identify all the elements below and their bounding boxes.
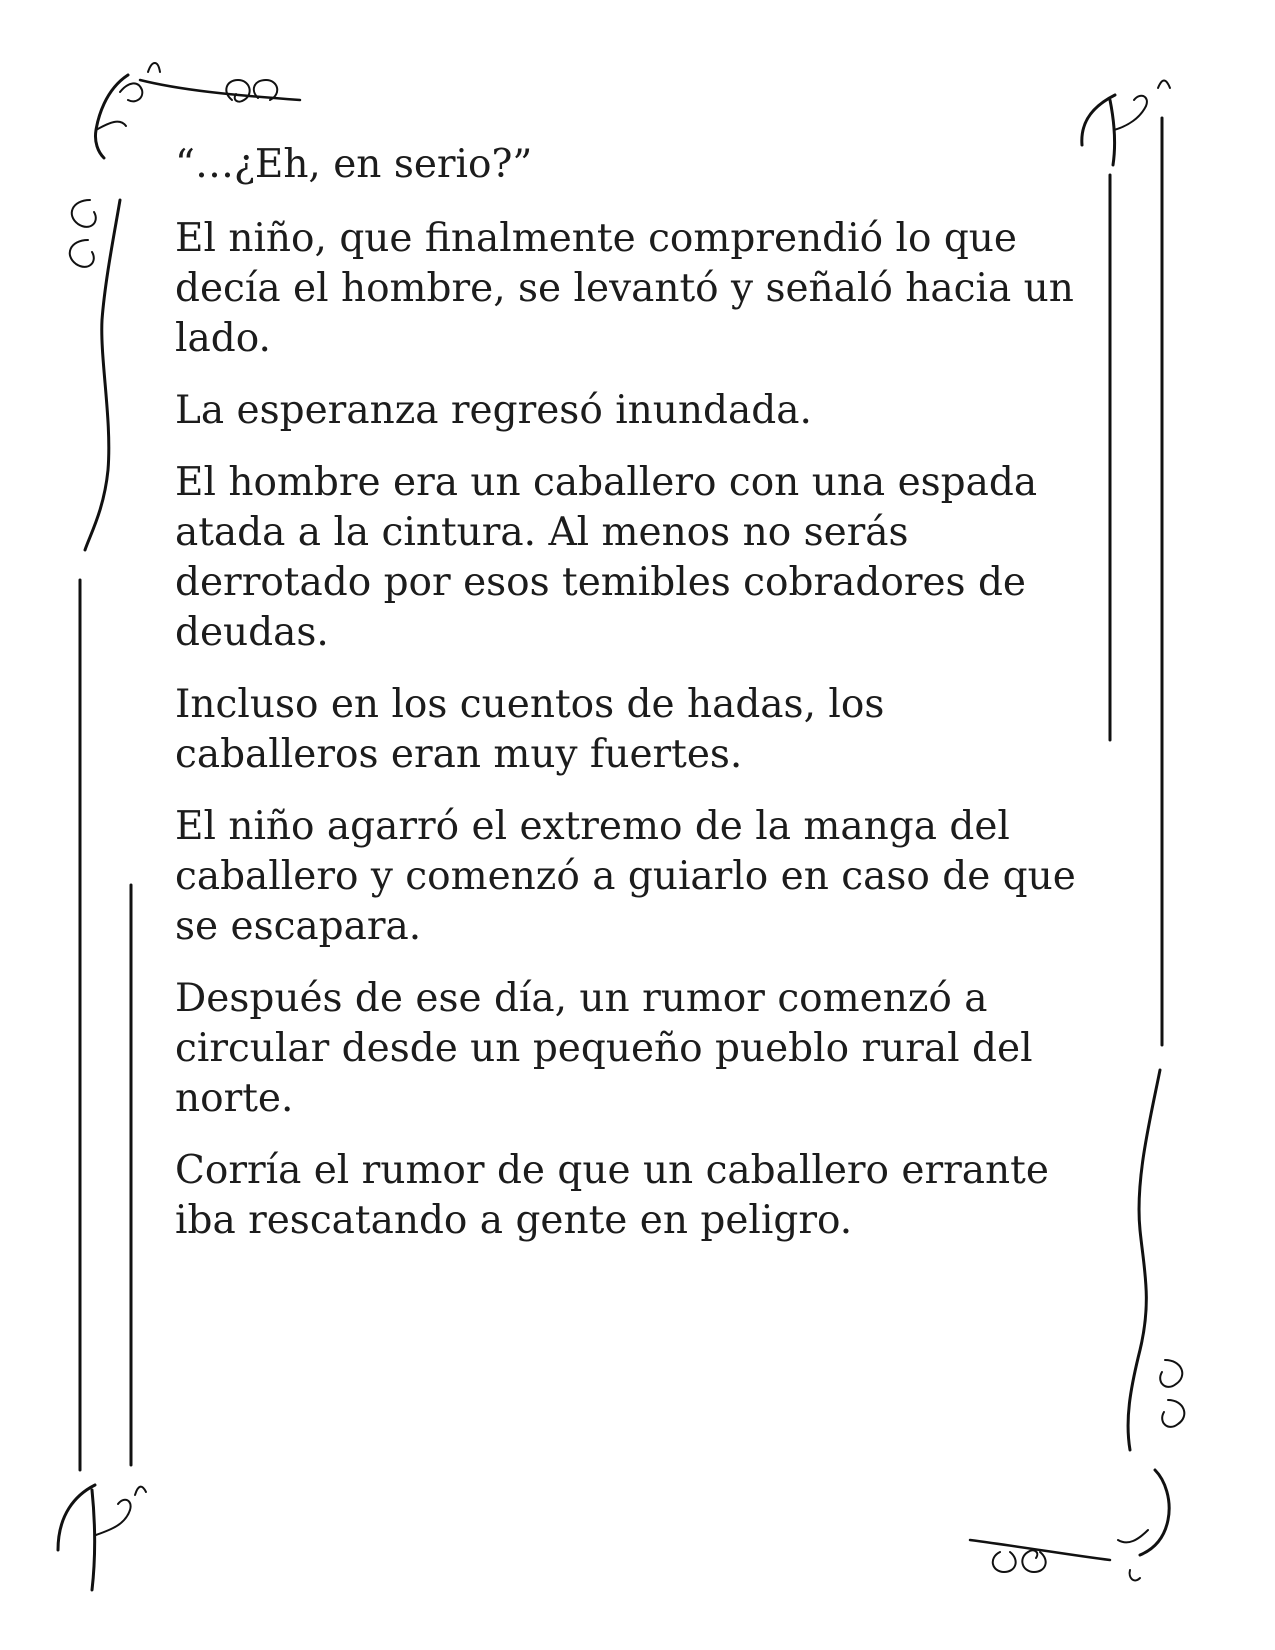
paragraph: El niño, que finalmente comprendió lo que decía el hombre, se levantó y señaló hacia un lado. (175, 216, 1074, 361)
paragraph: La esperanza regresó inundada. (175, 388, 812, 433)
paragraph: Incluso en los cuentos de hadas, los caballeros eran muy fuertes. (175, 682, 885, 777)
paragraph: Después de ese día, un rumor comenzó a circular desde un pequeño pueblo rural del norte. (175, 976, 1033, 1121)
page-text (175, 140, 1095, 1268)
paragraph: Corría el rumor de que un caballero errante iba rescatando a gente en peligro. (175, 1148, 1049, 1243)
bottom-left-flourish-ornament (58, 1485, 146, 1590)
paragraph: “…¿Eh, en serio?” (175, 142, 533, 187)
top-right-flourish-ornament (1082, 81, 1170, 166)
paragraph: El hombre era un caballero con una espada atada a la cintura. Al menos no serás derrotado por esos temibles cobradores de deudas. (175, 460, 1038, 655)
paragraph: El niño agarró el extremo de la manga del caballero y comenzó a guiarlo en caso de que se escapara. (175, 804, 1076, 949)
